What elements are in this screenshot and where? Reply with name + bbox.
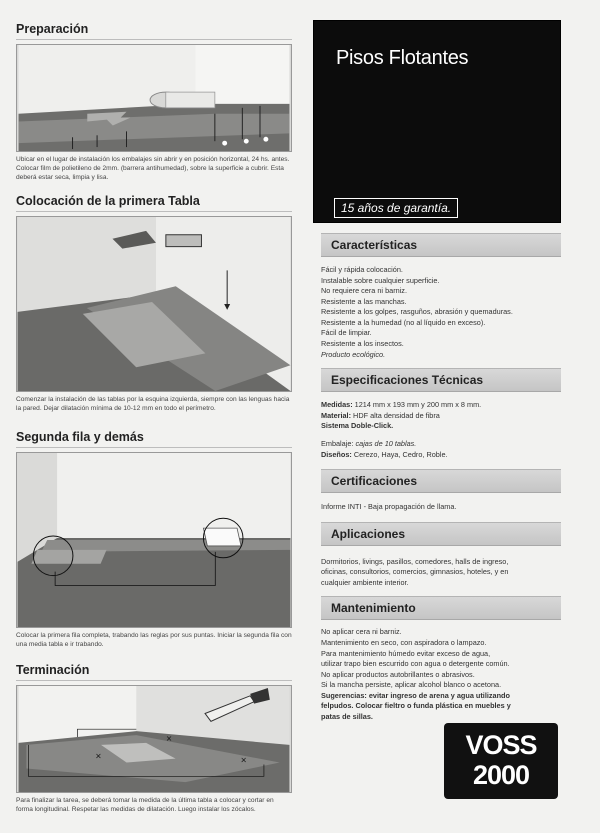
illustration-segunda-fila-drawing (17, 453, 291, 627)
caracteristica-item: Resistente a los golpes, rasguños, abrasión y quemaduras. (321, 307, 513, 317)
spec-material-label: Material: (321, 410, 352, 420)
certificaciones-block (321, 502, 561, 513)
certificacion-text: Informe INTI - Baja propagación de llama. (321, 502, 457, 512)
section-especificaciones-title: Especificaciones Técnicas (321, 368, 561, 392)
mantenimiento-block (321, 627, 561, 722)
logo-line-1: VOSS (465, 730, 537, 760)
aplicaciones-line: Dormitorios, livings, pasillos, comedores, halls de ingreso, (321, 556, 509, 566)
spec-sistema: Sistema Doble-Click. (321, 421, 394, 431)
sugerencias-line: Sugerencias: evitar ingreso de arena y agua utilizando (321, 690, 510, 700)
logo-line-2: 2000 (472, 760, 530, 790)
step-title-primera-tabla: Colocación de la primera Tabla (16, 194, 292, 212)
mantenimiento-line: utilizar trapo bien escurrido con agua o detergente común. (321, 659, 510, 669)
illustration-primera-tabla-drawing (17, 217, 291, 391)
svg-text:×: × (240, 755, 247, 765)
spec-embalaje-label: Embalaje: (321, 438, 354, 448)
hero-banner (313, 20, 561, 223)
caracteristica-item: Resistente a la humedad (no al líquido en exceso). (321, 317, 486, 327)
caracteristica-item: Instalable sobre cualquier superficie. (321, 275, 440, 285)
sugerencias-line: patas de sillas. (321, 712, 373, 722)
hero-title: Pisos Flotantes (336, 47, 469, 69)
section-aplicaciones-title: Aplicaciones (321, 522, 561, 546)
mantenimiento-line: Si la mancha persiste, aplicar alcohol blanco o acetona. (321, 680, 502, 690)
especificaciones-block (321, 400, 561, 460)
step-caption-primera-tabla: Comenzar la instalación de las tablas por la esquina izquierda, siempre con las lenguas hacia la pared. Dejar dilatación mínima de 10-12 mm en todo el perímetro. (16, 395, 290, 412)
spec-disenos-value: Cerezo, Haya, Cedro, Roble. (353, 449, 448, 459)
section-caracteristicas-title: Características (321, 233, 561, 257)
producto-ecologico: Producto ecológico. (321, 349, 386, 359)
spec-disenos (321, 450, 561, 461)
mantenimiento-line: Mantenimiento en seco, con aspiradora o lampazo. (321, 637, 487, 647)
caracteristica-item: Resistente a las manchas. (321, 296, 407, 306)
caracteristica-item: Resistente a los insectos. (321, 339, 404, 349)
mantenimiento-line: Para mantenimiento húmedo evitar exceso de agua, (321, 648, 491, 658)
voss-2000-logo (444, 723, 558, 799)
step-caption-terminacion: Para finalizar la tarea, se deberá tomar la medida de la última tabla a colocar y cortar en forma longitudinal. Respetar las medidas de dilatación. Luego instalar los zócalos. (16, 797, 274, 814)
illustration-segunda-fila (16, 452, 292, 628)
step-caption-preparacion: Ubicar en el lugar de instalación los embalajes sin abrir y en posición horizontal, 24 hs. antes. Colocar film de polietileno de 2mm. (barrera antihumedad), sobre la superficie a cubrir. Esta deberá estar seca, limpia y lisa. (16, 156, 290, 181)
caracteristica-item: Fácil de limpiar. (321, 328, 372, 338)
spec-material-value: HDF alta densidad de fibra (353, 410, 440, 420)
aplicaciones-block (321, 557, 561, 589)
spec-medidas-label: Medidas: (321, 400, 353, 410)
spec-medidas (321, 400, 561, 411)
illustration-preparacion (16, 44, 292, 152)
product-info (313, 20, 561, 723)
step-title-terminacion: Terminación (16, 663, 292, 681)
spec-disenos-label: Diseños: (321, 449, 352, 459)
section-mantenimiento-title: Mantenimiento (321, 596, 561, 620)
step-caption-segunda-fila: Colocar la primera fila completa, trabando las reglas por sus puntas. Iniciar la segunda fila con una media tabla e ir trabando. (16, 632, 292, 649)
section-certificaciones-title: Certificaciones (321, 469, 561, 493)
step-title-preparacion: Preparación (16, 22, 292, 40)
svg-text:×: × (165, 734, 173, 744)
installation-steps (16, 22, 292, 815)
sugerencias-line: felpudos. Colocar fieltro o funda plástica en muebles y (321, 701, 511, 711)
mantenimiento-line: No aplicar cera ni barniz. (321, 627, 402, 637)
caracteristicas-list (321, 265, 561, 360)
caracteristica-item: No requiere cera ni barniz. (321, 286, 407, 296)
mantenimiento-line: No aplicar productos autobrillantes o abrasivos. (321, 669, 475, 679)
warranty-badge: 15 años de garantía. (334, 198, 458, 218)
aplicaciones-line: oficinas, consultorios, comercios, gimnasios, hoteles, y en (321, 567, 509, 577)
illustration-primera-tabla (16, 216, 292, 392)
illustration-terminacion-drawing (17, 686, 291, 792)
aplicaciones-line: cualquier ambiente interior. (321, 577, 409, 587)
spec-material (321, 411, 561, 422)
caracteristica-item: Fácil y rápida colocación. (321, 265, 403, 274)
spec-embalaje (321, 439, 561, 450)
illustration-terminacion (16, 685, 292, 793)
spec-medidas-value: 1214 mm x 193 mm y 200 mm x 8 mm. (354, 400, 482, 410)
illustration-preparacion-drawing (17, 45, 291, 151)
spec-embalaje-value: cajas de 10 tablas. (355, 438, 417, 448)
step-title-segunda-fila: Segunda fila y demás (16, 430, 292, 448)
svg-text:×: × (95, 751, 102, 761)
